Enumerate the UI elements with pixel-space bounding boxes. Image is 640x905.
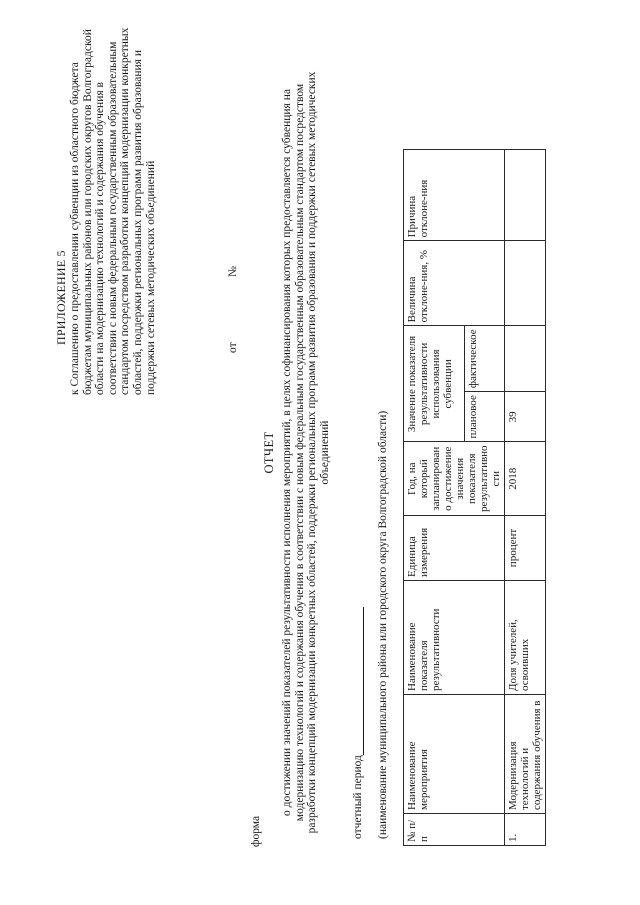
row-actual [505, 326, 546, 392]
table-header-row [404, 150, 465, 846]
report-description: о достижении значений показателей результативности исполнения мероприятий, в целях софинансирования которых предоставляется субвенция на модернизацию технологий и содержания обучения в соответствии с новым федеральным государственным образовательным стандартом посредством разработки концепций модернизации конкретных областей, поддержки региональных программ развития образования и поддержки сетевых методических объединений [281, 71, 331, 834]
header-num: № п/п [404, 814, 505, 846]
header-deviation: Величина отклоне-ния, % [404, 241, 505, 326]
header-unit: Единица измерения [404, 516, 505, 581]
row-num: 1. [505, 814, 546, 846]
period-label: отчетный период [352, 755, 364, 839]
report-title: ОТЧЕТ [262, 431, 276, 474]
header-reason: Причина отклоне-ния [404, 150, 505, 241]
header-year: Год, на который запланирован о достижение значения показателя результативно сти [404, 442, 505, 516]
form-label: форма [250, 815, 262, 847]
header-actual: фактическое [464, 326, 504, 392]
row-reason [505, 150, 546, 241]
appendix-text: к Соглашению о предоставлении субвенции из областного бюджета бюджетам муниципальных районов или городских округов Волгоградской области на модернизацию технологий и содержания обучения в соответствии с новым федеральным государственным образовательным стандартом посредством разработки концепций модернизации конкретных областей, поддержки региональных программ развития образования и поддержки сетевых методических объединений [69, 27, 157, 395]
header-planned: плановое [464, 392, 504, 442]
number-label: № [227, 266, 239, 277]
municipality-label: (наименование муниципального района или городского округа Волгоградской области) [377, 410, 389, 839]
row-unit: процент [505, 516, 546, 581]
row-planned: 39 [505, 392, 546, 442]
appendix-title: ПРИЛОЖЕНИЕ 5 [54, 250, 68, 345]
row-deviation [505, 241, 546, 326]
period-row [352, 607, 364, 839]
period-blank-line [352, 607, 364, 755]
from-label: от [227, 342, 239, 353]
report-table [403, 149, 546, 846]
row-indicator: Доля учителей, освоивших [505, 581, 546, 695]
header-event: Наименование мероприятия [404, 695, 505, 814]
row-year: 2018 [505, 442, 546, 516]
row-event: Модернизация технологий и содержания обучения в [505, 695, 546, 814]
table-row [505, 150, 546, 846]
header-indicator: Наименование показателя результативности [404, 581, 505, 695]
header-value-group: Значение показателя результативности использования субвенции [404, 326, 465, 442]
